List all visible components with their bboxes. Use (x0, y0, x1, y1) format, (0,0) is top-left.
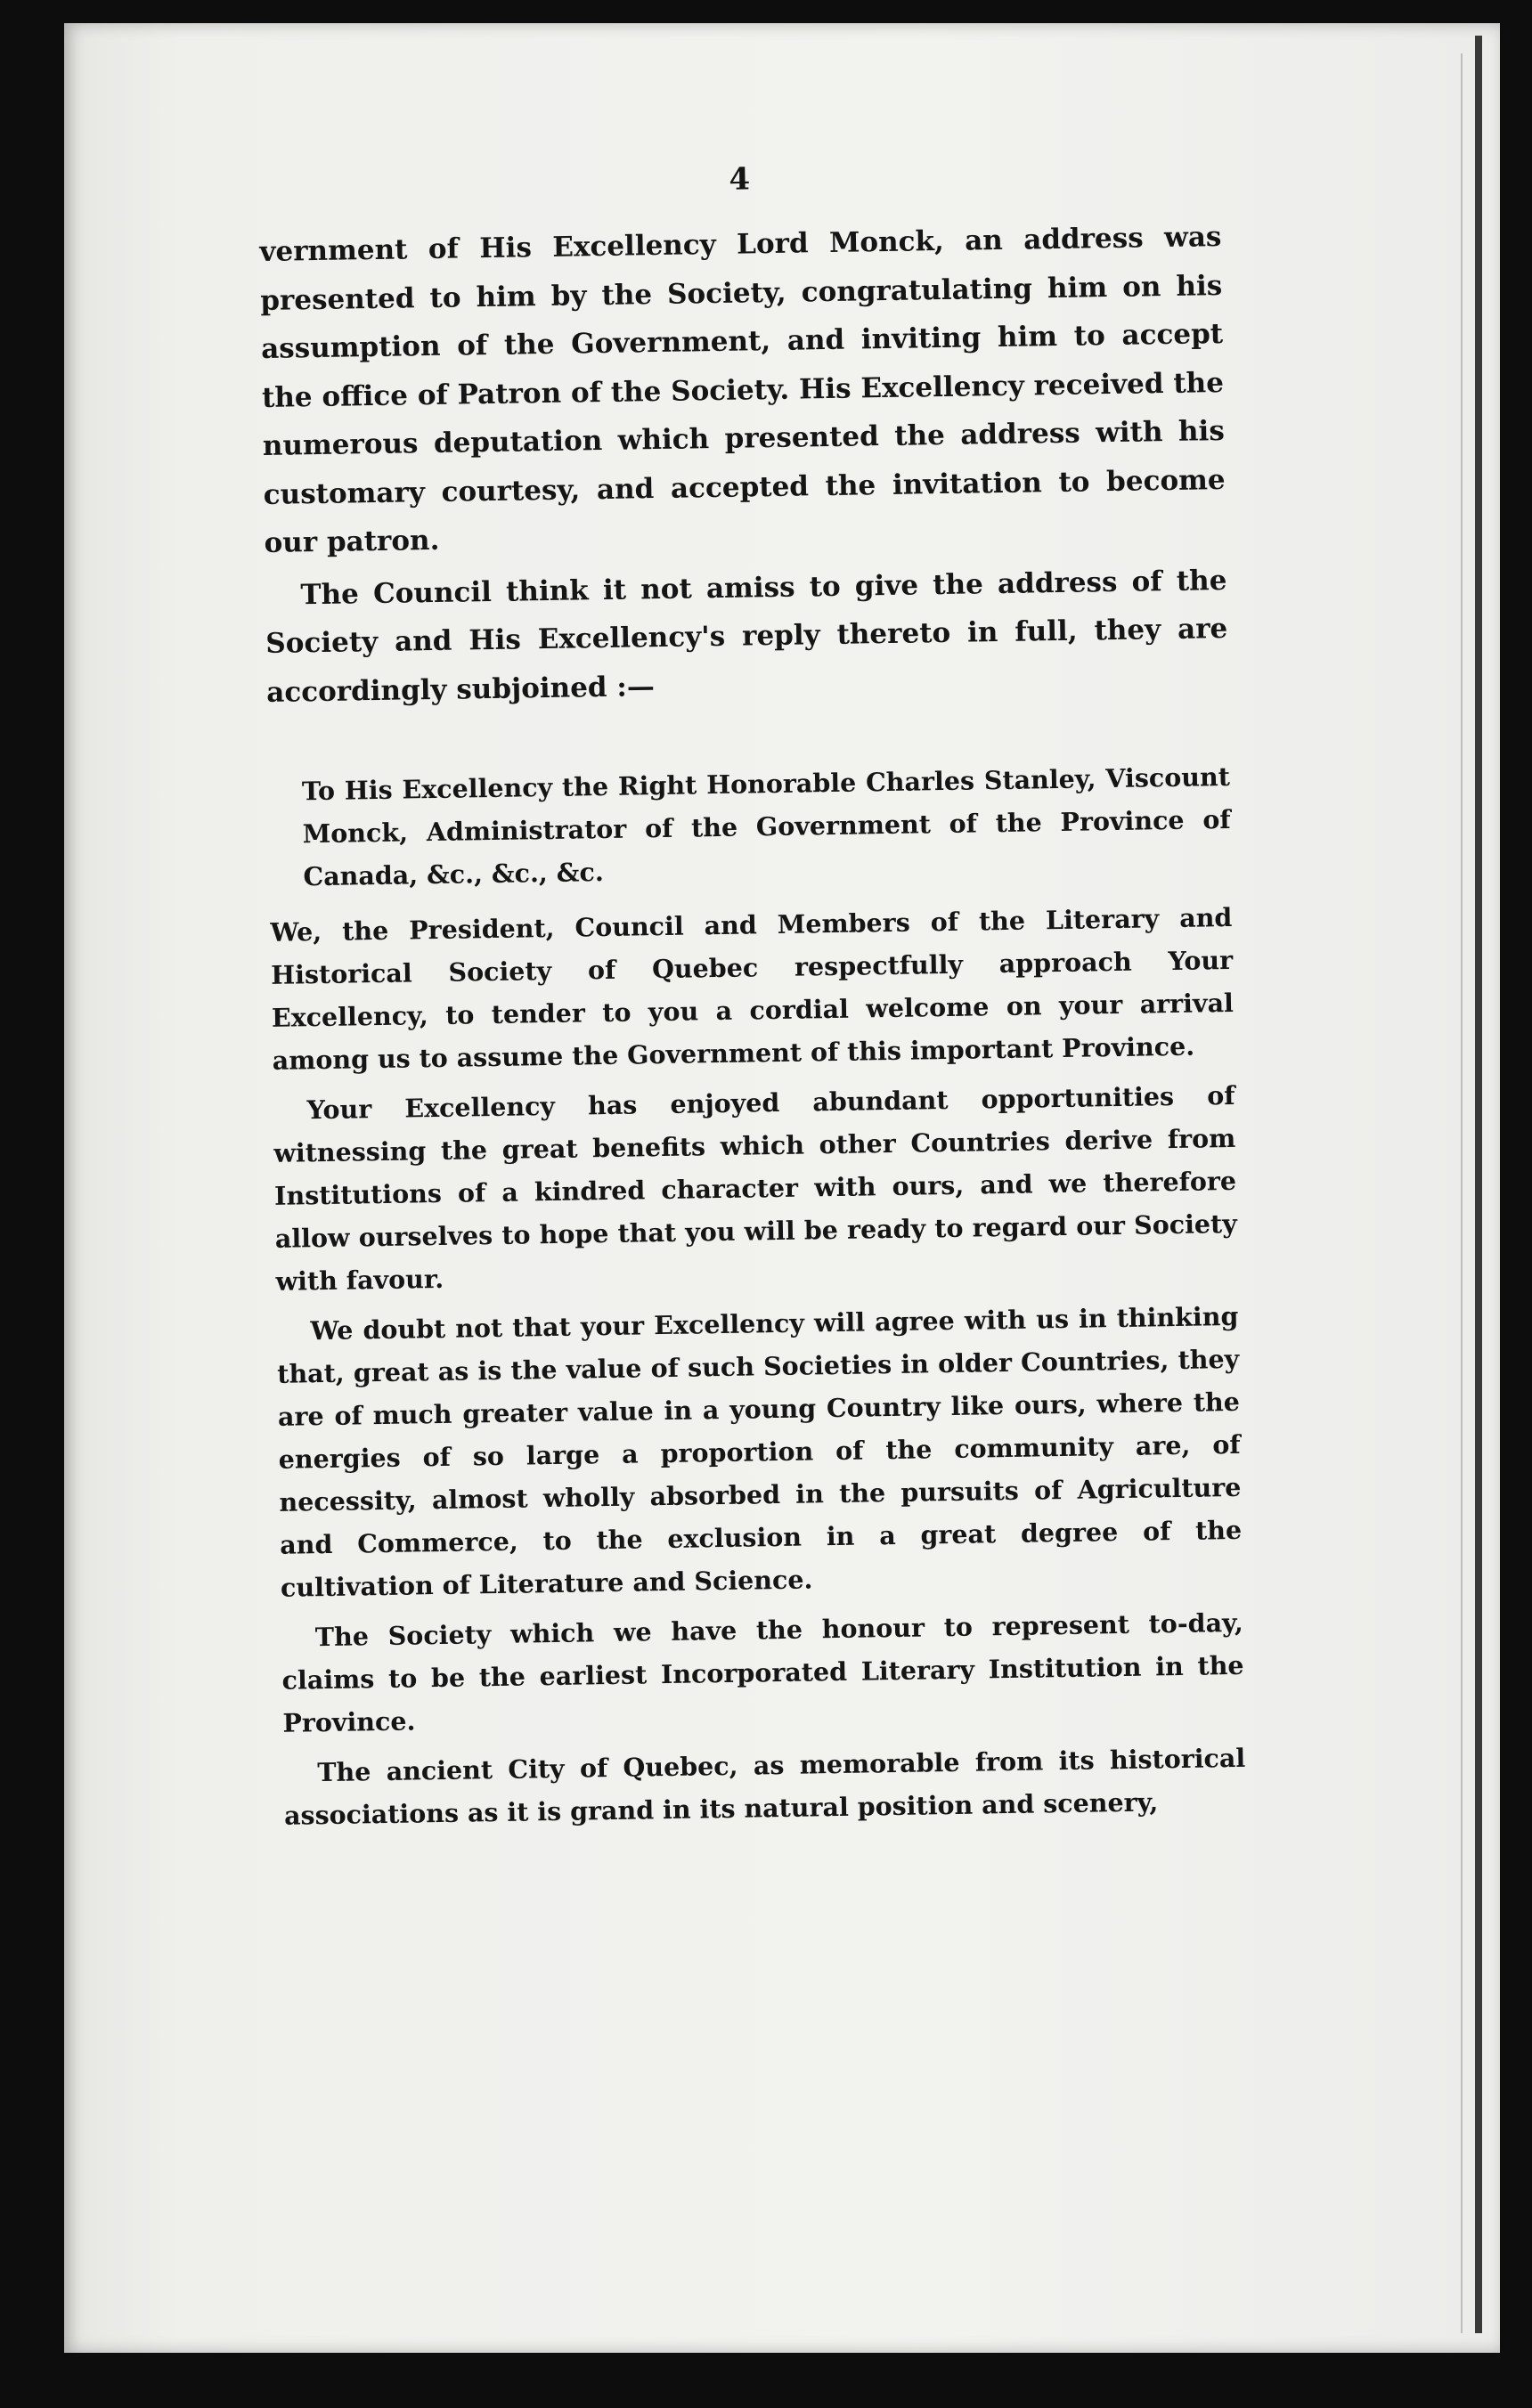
paragraph-intro-2: The Council think it not amiss to give the address of the Society and His Excellency's reply thereto in full, they are accordingly subjoined :— (265, 564, 1228, 709)
address-paragraph-2: Your Excellency has enjoyed abundant opportunities of witnessing the great benefits which other Countries derive from Institutions of a kindred character with ours, and we therefore allow ourselves to hope that you will be ready to regard our Society with favour. (273, 1079, 1237, 1297)
page-edge-line (1461, 53, 1463, 2333)
address-paragraph-4: The Society which we have the honour to represent to-day, claims to be the earliest Incorporated Literary Institution in the Province. (281, 1607, 1244, 1738)
address-paragraph-3: We doubt not that your Excellency will agree with us in thinking that, great as is the value of such Societies in older Countries, they are of much greater value in a young Country like ours, where the energies of so large a proportion of the community are, of necessity, almost wholly absorbed in the pursuits of Agriculture and Commerce, to the exclusion in a great degree of the cultivation of Literature and Science. (276, 1300, 1243, 1603)
address-salutation (268, 755, 1232, 899)
paragraph-intro-1: vernment of His Excellency Lord Monck, an address was presented to him by the Society, congratulating him on his assumption of the Government, and inviting him to accept the office of Patron of the Society. His Excellency received the numerous deputation which presented the address with his customary courtesy, and accepted the invitation to become our patron. (259, 221, 1226, 559)
page-text (258, 154, 1246, 1837)
page-number: 4 (729, 161, 751, 198)
address-paragraph-1: We, the President, Council and Members of the Literary and Historical Society of Quebec respectfully approach Your Excellency, to tender to you a cordial welcome on your arrival among us to assume the Government of this important Province. (270, 901, 1235, 1076)
binding-edge (1475, 36, 1482, 2333)
address-paragraph-5: The ancient City of Quebec, as memorable from its historical associations as it is grand in its natural position and scenery, (283, 1742, 1246, 1831)
salutation-text: To His Excellency the Right Honorable Charles Stanley, Viscount Monck, Administrator of the Government of the Province of Canada, &c., &c., &c. (301, 761, 1231, 892)
